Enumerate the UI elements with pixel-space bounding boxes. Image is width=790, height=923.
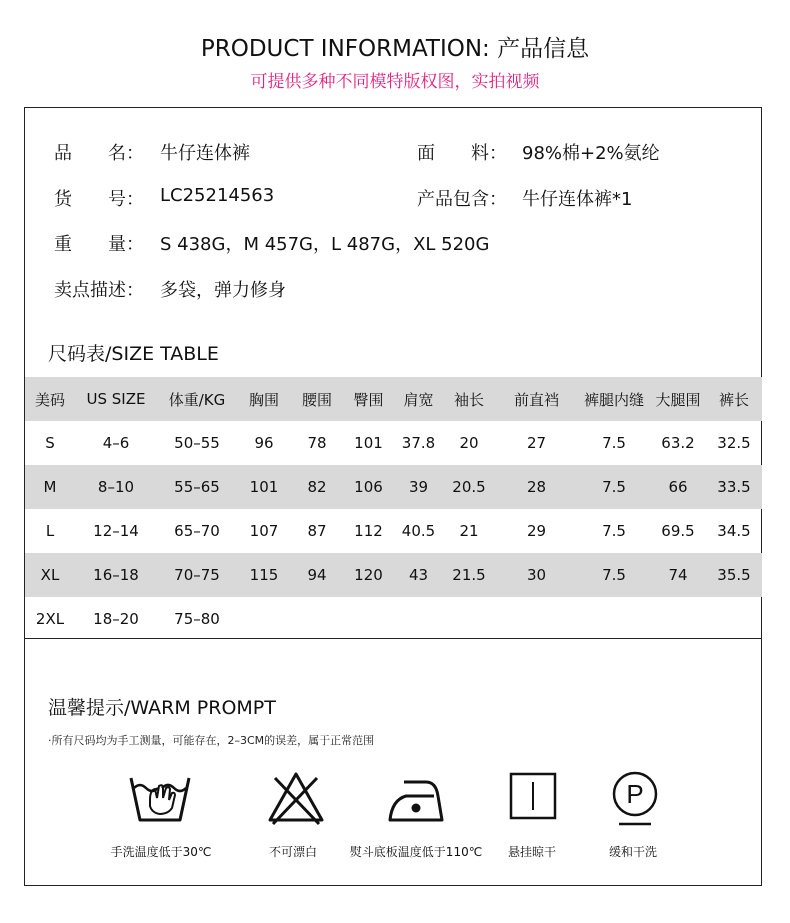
care-label-iron: 熨斗底板温度低于110℃ <box>349 845 483 859</box>
table-cell: 70–75 <box>157 553 237 597</box>
table-cell: S <box>45 434 55 452</box>
table-cell: 7.5 <box>602 434 626 452</box>
table-cell: 69.5 <box>661 522 695 540</box>
header-cell: 裤长 <box>706 377 762 421</box>
header-cell: 前直裆 <box>495 377 578 421</box>
table-cell: 63.2 <box>661 434 695 452</box>
table-row <box>25 597 762 641</box>
table-cell: 74 <box>650 553 706 597</box>
table-cell: 78 <box>307 434 327 452</box>
table-cell: 32.5 <box>717 434 751 452</box>
page-subtitle: 可提供多种不同模特版权图，实拍视频 <box>250 72 540 92</box>
measurement-note: ·所有尺码均为手工测量，可能存在，2–3CM的误差，属于正常范围 <box>48 734 375 747</box>
material-label: 面 料： <box>417 143 507 164</box>
table-cell: 120 <box>343 553 394 597</box>
header-cell: 胸围 <box>237 377 291 421</box>
hand-wash-icon <box>128 770 192 826</box>
care-label-line-dry: 悬挂晾干 <box>507 845 557 859</box>
header-cell: 大腿围 <box>650 377 706 421</box>
table-cell: 75–80 <box>174 610 220 628</box>
table-cell: 40.5 <box>401 522 436 540</box>
table-cell <box>578 597 650 641</box>
no-bleach-icon <box>267 770 325 826</box>
table-row <box>25 509 762 553</box>
table-row <box>25 421 762 465</box>
table-row <box>25 465 762 509</box>
care-label-hand-wash: 手洗温度低于30℃ <box>110 845 212 859</box>
warm-prompt-title: 温馨提示/WARM PROMPT <box>48 697 276 719</box>
svg-text:P: P <box>626 779 644 809</box>
header-cell: 美码 <box>25 377 75 421</box>
table-cell: 2XL <box>35 610 65 628</box>
table-cell: 37.8 <box>401 434 436 452</box>
table-cell: 18–20 <box>93 610 139 628</box>
table-cell <box>495 597 578 641</box>
table-cell: 101 <box>354 434 383 452</box>
table-cell: 21.5 <box>443 553 495 597</box>
package-value: 牛仔连体裤*1 <box>522 189 633 210</box>
sku-label: 货 号： <box>54 189 144 210</box>
header-cell: 体重/KG <box>157 377 237 421</box>
table-cell: 33.5 <box>706 465 762 509</box>
table-cell: 101 <box>237 465 291 509</box>
table-cell: 30 <box>495 553 578 597</box>
table-cell <box>343 597 394 641</box>
table-cell: 21 <box>459 522 479 540</box>
table-cell: 20 <box>459 434 479 452</box>
table-cell <box>443 597 495 641</box>
care-label-no-bleach: 不可漂白 <box>268 845 318 859</box>
table-cell: 94 <box>291 553 343 597</box>
table-cell: 7.5 <box>578 465 650 509</box>
table-cell <box>237 597 291 641</box>
iron-icon <box>388 770 444 826</box>
care-label-dry-clean: 缓和干洗 <box>608 845 658 859</box>
table-cell: 35.5 <box>706 553 762 597</box>
weight-value: S 438G，M 457G，L 487G，XL 520G <box>160 234 490 255</box>
table-cell: 112 <box>354 522 383 540</box>
table-cell: 82 <box>291 465 343 509</box>
weight-label: 重 量： <box>54 234 144 255</box>
table-cell: 16–18 <box>75 553 157 597</box>
table-cell: 39 <box>394 465 443 509</box>
feature-value: 多袋，弹力修身 <box>160 280 286 301</box>
header-cell: 袖长 <box>443 377 495 421</box>
table-cell: M <box>25 465 75 509</box>
table-cell: XL <box>25 553 75 597</box>
table-cell: 66 <box>650 465 706 509</box>
table-cell <box>394 597 443 641</box>
table-header-row <box>25 377 762 421</box>
header-cell: 臀围 <box>343 377 394 421</box>
section-divider <box>25 638 762 639</box>
table-cell: 27 <box>526 434 547 452</box>
table-cell: 87 <box>307 522 327 540</box>
header-cell: 腰围 <box>291 377 343 421</box>
header-cell: 裤腿内缝 <box>578 377 650 421</box>
name-value: 牛仔连体裤 <box>160 143 250 164</box>
dry-clean-p-icon <box>611 770 659 828</box>
table-cell: 34.5 <box>717 522 751 540</box>
table-cell: 4–6 <box>102 434 130 452</box>
sku-value: LC25214563 <box>160 185 275 206</box>
name-label: 品 名： <box>54 143 144 164</box>
size-table-title: 尺码表/SIZE TABLE <box>48 343 219 365</box>
table-cell: 55–65 <box>157 465 237 509</box>
table-cell <box>650 597 706 641</box>
size-table <box>25 377 762 641</box>
material-value: 98%棉+2%氨纶 <box>522 143 660 164</box>
feature-label: 卖点描述： <box>54 280 144 301</box>
table-cell: 12–14 <box>93 522 139 540</box>
table-cell: L <box>45 522 55 540</box>
table-cell: 7.5 <box>602 522 626 540</box>
package-label: 产品包含： <box>417 189 507 210</box>
table-row <box>25 553 762 597</box>
table-cell: 65–70 <box>174 522 220 540</box>
table-cell: 7.5 <box>578 553 650 597</box>
table-cell: 107 <box>249 522 279 540</box>
header-cell: US SIZE <box>75 377 157 421</box>
table-cell: 20.5 <box>443 465 495 509</box>
table-cell: 29 <box>526 522 547 540</box>
table-cell: 8–10 <box>75 465 157 509</box>
table-cell <box>706 597 762 641</box>
table-cell: 28 <box>495 465 578 509</box>
page-title: PRODUCT INFORMATION: 产品信息 <box>200 36 590 62</box>
table-cell: 115 <box>237 553 291 597</box>
table-cell: 96 <box>254 434 274 452</box>
table-cell: 43 <box>394 553 443 597</box>
line-dry-icon <box>509 770 557 820</box>
table-cell: 50–55 <box>174 434 220 452</box>
table-cell: 106 <box>343 465 394 509</box>
table-cell <box>291 597 343 641</box>
header-cell: 肩宽 <box>394 377 443 421</box>
